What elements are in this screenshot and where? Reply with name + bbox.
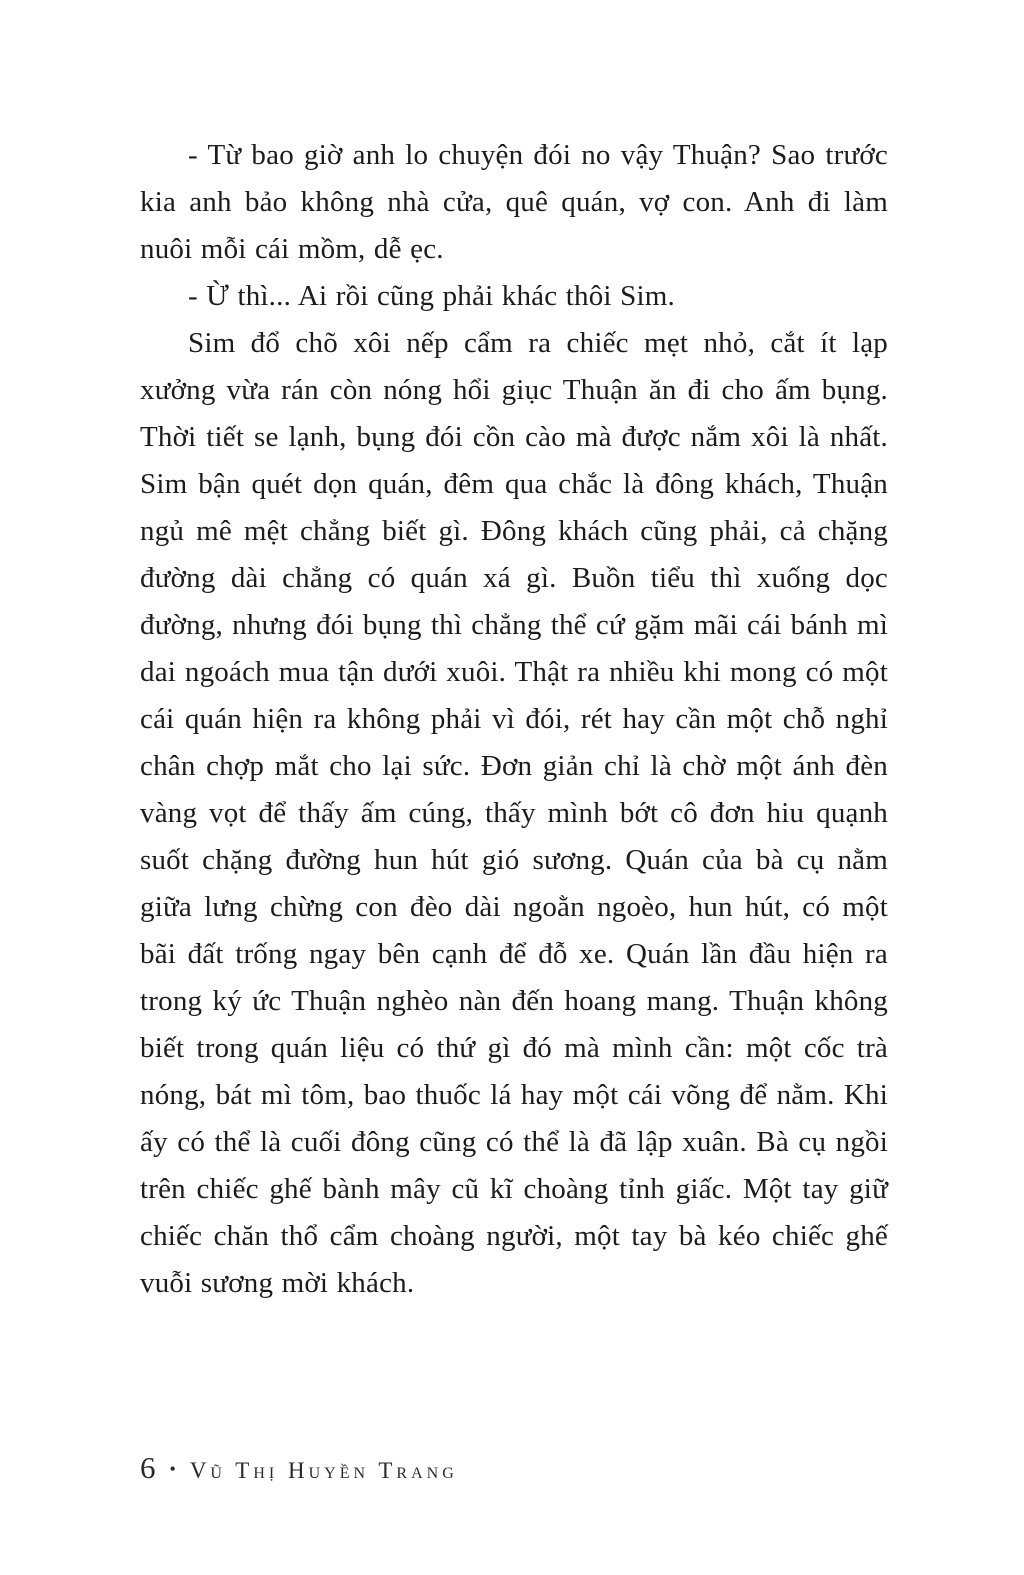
paragraph-narrative: Sim đổ chõ xôi nếp cẩm ra chiếc mẹt nhỏ, cắt ít lạp xưởng vừa rán còn nóng hổi giục Thuận ăn đi cho ấm bụng. Thời tiết se lạnh, bụng đói cồn cào mà được nắm xôi là nhất. Sim bận quét dọn quán, đêm qua chắc là đông khách, Thuận ngủ mê mệt chẳng biết gì. Đông khách cũng phải, cả chặng đường dài chẳng có quán xá gì. Buồn tiểu thì xuống dọc đường, nhưng đói bụng thì chẳng thể cứ gặm mãi cái bánh mì dai ngoách mua tận dưới xuôi. Thật ra nhiều khi mong có một cái quán hiện ra không phải vì đói, rét hay cần một chỗ nghỉ chân chợp mắt cho lại sức. Đơn giản chỉ là chờ một ánh đèn vàng vọt để thấy ấm cúng, thấy mình bớt cô đơn hiu quạnh suốt chặng đường hun hút gió sương. Quán của bà cụ nằm giữa lưng chừng con đèo dài ngoằn ngoèo, hun hút, có một bãi đất trống ngay bên cạnh để đỗ xe. Quán lần đầu hiện ra trong ký ức Thuận nghèo nàn đến hoang mang. Thuận không biết trong quán liệu có thứ gì đó mà mình cần: một cốc trà nóng, bát mì tôm, bao thuốc lá hay một cái võng để nằm. Khi ấy có thể là cuối đông cũng có thể là đã lập xuân. Bà cụ ngồi trên chiếc ghế bành mây cũ kĩ choàng tỉnh giấc. Một tay giữ chiếc chăn thổ cẩm choàng người, một tay bà kéo chiếc ghế vuỗi sương mời khách. xyxy=(140,327,888,1299)
page-footer xyxy=(140,1452,458,1483)
author-name: Vũ Thị Huyền Trang xyxy=(189,1458,458,1483)
footer-bullet-separator: • xyxy=(169,1459,176,1479)
page-number: 6 xyxy=(140,1450,156,1485)
paragraph-dialogue-1: - Từ bao giờ anh lo chuyện đói no vậy Thuận? Sao trước kia anh bảo không nhà cửa, quê quán, vợ con. Anh đi làm nuôi mỗi cái mồm, dễ ẹc. xyxy=(140,139,888,265)
paragraph-dialogue-2: - Ừ thì... Ai rồi cũng phải khác thôi Sim. xyxy=(188,280,675,312)
body-text xyxy=(140,132,888,1307)
